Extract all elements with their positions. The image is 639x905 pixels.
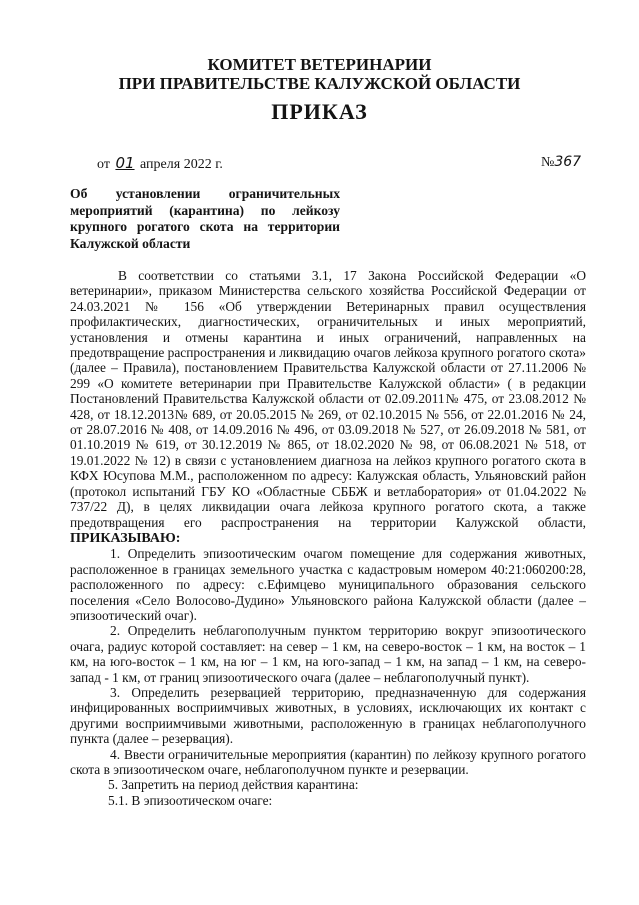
order-item-4: 4. Ввести ограничительные мероприятия (карантин) по лейкозу крупного рогатого скота в эпизоотическом очаге, неблагополучном пункте и резервации.	[70, 746, 586, 777]
order-body	[70, 268, 586, 808]
order-item-2: 2. Определить неблагополучным пунктом территорию вокруг эпизоотического очага, радиус которой составляет: на север – 1 км, на северо-восток – 1 км, на восток – 1 км, на юго-восток – 1 км, на юг – 1 км, на юго-запад – 1 км, на запад – 1 км, на северо-запад - 1 км, от границ эпизоотического очага (далее – неблагополучный пункт).	[70, 623, 586, 685]
order-item-3: 3. Определить резервацией территорию, предназначенную для содержания инфицированных восприимчивых животных, в условиях, исключающих их контакт с другими восприимчивыми животными, расположенную в границах неблагополучного пункта (далее – резервация).	[70, 684, 586, 747]
preamble-text: В соответствии со статьями 3.1, 17 Закона Российской Федерации «О ветеринарии», приказом Министерства сельского хозяйства Российской Федерации от 24.03.2021 № 156 «Об утверждении Ветеринарных правил осуществления профилактических, диагностических, ограничительных и иных мероприятий, установления и отмены карантина и иных ограничений, направленных на предотвращение распространения и ликвидацию очагов лейкоза крупного рогатого скота» (далее – Правила), постановлением Правительства Калужской области от 27.11.2006 № 299 «О комитете ветеринарии при Правительстве Калужской области» ( в редакции Постановлений Правительства Калужской области от 02.09.2011№ 475, от 23.08.2012 № 428, от 18.12.2013№ 689, от 20.05.2015 № 269, от 02.10.2015 № 556, от 22.01.2016 № 24, от 28.07.2016 № 408, от 14.09.2016 № 496, от 03.09.2018 № 527, от 26.09.2018 № 581, от 01.10.2019 № 619, от 30.12.2019 № 865, от 18.02.2020 № 98, от 06.08.2021 № 518, от 19.01.2022 № 12) в связи с установлением диагноза на лейкоз крупного рогатого скота в КФХ Юсупова М.М., расположенном по адресу: Калужская область, Ульяновский район (протокол испытаний ГБУ КО «Областные СББЖ и ветлаборатория» от 01.04.2022 № 737/22 Д), в целях ликвидации очага лейкоза крупного рогатого скота, а также предотвращения его распространения на территории Калужской области,	[70, 268, 586, 530]
order-keyword: ПРИКАЗЫВАЮ:	[70, 530, 181, 546]
date-day-handwritten: 01	[115, 154, 135, 172]
order-date	[97, 154, 223, 173]
order-item-5-1: 5.1. В эпизоотическом очаге:	[108, 792, 273, 808]
order-item-1: 1. Определить эпизоотическим очагом помещение для содержания животных, расположенное в границах земельного участка с кадастровым номером 40:21:060200:28, расположенного по адресу: с.Ефимцево муниципального образования сельского поселения «Село Волосово-Дудино» Ульяновского района Калужской области (далее – эпизоотический очаг).	[70, 546, 586, 623]
number-prefix: №	[541, 155, 555, 170]
order-number	[541, 154, 581, 171]
committee-title-line1: КОМИТЕТ ВЕТЕРИНАРИИ	[207, 55, 432, 74]
number-handwritten: 367	[554, 154, 582, 170]
order-subject: Об установлении ограничительных мероприятий (карантина) по лейкозу крупного рогатого скота на территории Калужской области	[70, 186, 340, 251]
committee-title-line2: ПРИ ПРАВИТЕЛЬСТВЕ КАЛУЖСКОЙ ОБЛАСТИ	[118, 74, 521, 93]
document-type-title: ПРИКАЗ	[271, 99, 368, 124]
order-item-5: 5. Запретить на период действия карантина:	[108, 777, 359, 793]
date-prefix: от	[97, 157, 110, 172]
date-month-year: апреля 2022 г.	[140, 157, 223, 172]
preamble-paragraph	[70, 268, 586, 546]
